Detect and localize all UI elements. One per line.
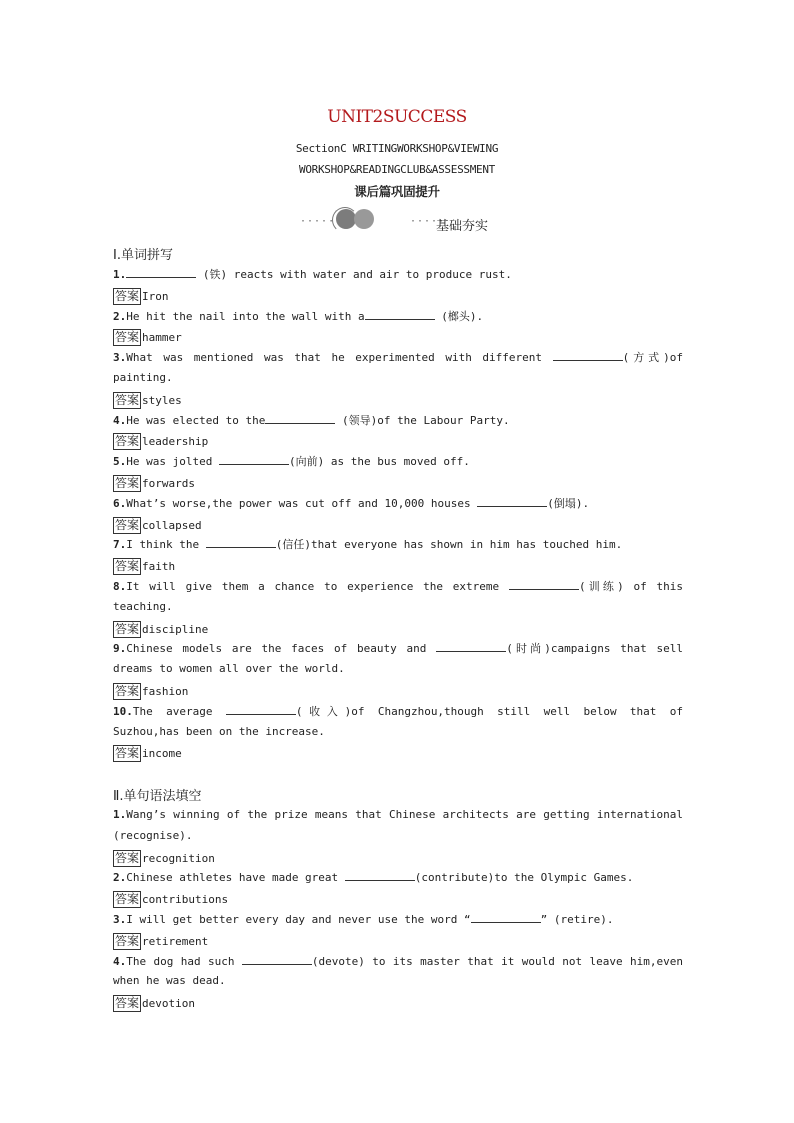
question-line — [113, 954, 683, 969]
question-line — [113, 808, 683, 822]
answer-blank — [471, 912, 541, 923]
question-continuation: painting. — [113, 371, 173, 384]
unit-title: UNIT2SUCCESS — [327, 107, 467, 127]
question-text: What’s worse,the power was cut off and 10,000 houses — [126, 496, 478, 510]
question-number: 2. — [113, 871, 127, 885]
answer-blank — [219, 454, 289, 465]
answer-blank — [365, 309, 435, 320]
answer-line — [113, 933, 208, 950]
question-line — [113, 267, 683, 282]
section2-heading: Ⅱ.单句语法填空 — [113, 789, 202, 804]
question-text: (信任)that everyone has shown in him has touched him. — [275, 538, 623, 552]
question-text: I will get better every day and never use the word “ — [126, 913, 471, 926]
answer-line — [113, 891, 228, 908]
question-number: 9. — [113, 642, 127, 656]
answer-tag: 答案 — [115, 559, 140, 574]
question-text: Chinese models are the faces of beauty and — [126, 642, 437, 656]
answer-text: discipline — [142, 622, 209, 636]
question-text: (方式)of — [622, 351, 683, 365]
question-number: 8. — [113, 580, 127, 593]
question-continuation: Suzhou,has been on the increase. — [113, 724, 325, 738]
question-text: (倒塌). — [547, 496, 590, 510]
question-line — [113, 704, 683, 719]
question-text: He was jolted — [126, 455, 219, 469]
question-text: (向前) as the bus moved off. — [288, 455, 470, 469]
answer-tag: 答案 — [115, 892, 140, 907]
answer-blank — [436, 641, 506, 652]
banner-dots-left: ····· — [300, 216, 336, 227]
question-continuation: teaching. — [113, 599, 173, 613]
question-text: I think the — [126, 538, 206, 552]
question-line — [113, 912, 683, 927]
question-number: 1. — [113, 808, 127, 821]
question-line — [113, 870, 683, 885]
question-text: The dog had such — [126, 954, 242, 968]
question-number: 5. — [113, 455, 127, 469]
question-number: 3. — [113, 913, 127, 926]
section-subtitle-line3: 课后篇巩固提升 — [354, 184, 440, 199]
question-text: Wang’s winning of the prize means that Chinese architects are getting international — [126, 808, 683, 821]
question-text: He hit the nail into the wall with a — [126, 309, 365, 323]
answer-tag: 答案 — [115, 933, 140, 948]
answer-tag: 答案 — [115, 621, 140, 636]
answer-tag: 答案 — [115, 996, 140, 1011]
answer-text: recognition — [142, 851, 215, 865]
question-line — [113, 641, 683, 656]
question-text: (铁) reacts with water and air to produce rust. — [196, 268, 512, 281]
answer-tag: 答案 — [115, 434, 140, 449]
question-continuation: dreams to women all over the world. — [113, 662, 345, 676]
answer-line — [113, 517, 202, 534]
question-continuation: (recognise). — [113, 828, 193, 842]
answer-tag: 答案 — [115, 517, 140, 532]
answer-text: contributions — [142, 893, 229, 907]
banner-label: 基础夯实 — [436, 219, 489, 234]
answer-tag: 答案 — [115, 684, 140, 698]
question-line — [113, 413, 683, 428]
answer-blank — [477, 496, 547, 507]
answer-tag: 答案 — [115, 392, 140, 407]
banner-dots-right: ····· — [410, 216, 446, 227]
answer-blank — [509, 579, 579, 590]
question-number: 2. — [113, 309, 127, 323]
answer-line — [113, 995, 195, 1012]
answer-text: devotion — [142, 997, 195, 1011]
section-subtitle-line2: WORKSHOP&READINGCLUB&ASSESSMENT — [299, 163, 495, 176]
answer-blank — [345, 870, 415, 881]
question-number: 4. — [113, 954, 127, 968]
answer-text: income — [142, 747, 182, 761]
question-number: 1. — [113, 268, 127, 281]
question-text: (榔头). — [434, 309, 484, 323]
answer-line — [113, 329, 182, 346]
answer-line — [113, 683, 188, 700]
answer-blank — [265, 413, 335, 424]
answer-line — [113, 433, 208, 450]
question-line — [113, 496, 683, 511]
question-text: (时尚)campaigns that sell — [506, 642, 683, 656]
answer-text: collapsed — [142, 518, 202, 532]
question-text: (收入)of Changzhou,though still well below that of — [295, 704, 683, 718]
question-continuation: when he was dead. — [113, 974, 226, 988]
question-number: 3. — [113, 351, 127, 365]
banner-circle-icon — [336, 209, 356, 229]
answer-tag: 答案 — [115, 330, 140, 345]
question-text: It will give them a chance to experience the extreme — [126, 580, 509, 593]
question-line — [113, 309, 683, 324]
answer-tag: 答案 — [115, 288, 140, 303]
answer-text: forwards — [142, 477, 195, 490]
section-subtitle-line1: SectionC WRITINGWORKSHOP&VIEWING — [295, 142, 499, 155]
section1-heading: Ⅰ.单词拼写 — [113, 248, 173, 263]
question-text: (contribute)to the Olympic Games. — [414, 871, 634, 885]
answer-blank — [206, 537, 276, 548]
question-line — [113, 537, 683, 552]
answer-text: hammer — [142, 331, 182, 345]
answer-line — [113, 745, 182, 762]
answer-line — [113, 621, 208, 638]
basics-banner — [298, 207, 528, 235]
answer-text: leadership — [142, 435, 209, 449]
question-text: He was elected to the — [126, 413, 266, 427]
answer-line — [113, 475, 195, 492]
question-line — [113, 579, 683, 594]
answer-text: retirement — [142, 934, 209, 948]
answer-tag: 答案 — [115, 850, 140, 865]
question-text: The average — [132, 704, 226, 718]
question-text: What was mentioned was that he experimented with different — [126, 351, 553, 365]
question-number: 10. — [113, 704, 133, 718]
question-text: (devote) to its master that it would not leave him,even — [311, 954, 683, 968]
answer-line — [113, 392, 182, 409]
question-text: ” (retire). — [540, 913, 614, 926]
answer-text: faith — [142, 560, 176, 574]
answer-blank — [226, 704, 296, 715]
banner-circle-icon — [354, 209, 374, 229]
question-text: (训练) of this — [578, 580, 684, 593]
question-number: 7. — [113, 538, 127, 552]
answer-blank — [126, 267, 196, 278]
answer-line — [113, 850, 215, 867]
answer-line — [113, 558, 175, 575]
question-text: Chinese athletes have made great — [126, 871, 345, 885]
question-number: 6. — [113, 496, 127, 510]
question-line — [113, 350, 683, 365]
question-line — [113, 454, 683, 469]
answer-tag: 答案 — [115, 476, 140, 490]
question-number: 4. — [113, 413, 127, 427]
answer-text: fashion — [142, 685, 189, 698]
answer-blank — [242, 954, 312, 965]
answer-blank — [553, 350, 623, 361]
answer-tag: 答案 — [115, 746, 140, 761]
answer-line — [113, 288, 169, 305]
answer-text: Iron — [142, 289, 169, 303]
answer-text: styles — [142, 393, 182, 407]
question-text: (领导)of the Labour Party. — [335, 413, 510, 427]
